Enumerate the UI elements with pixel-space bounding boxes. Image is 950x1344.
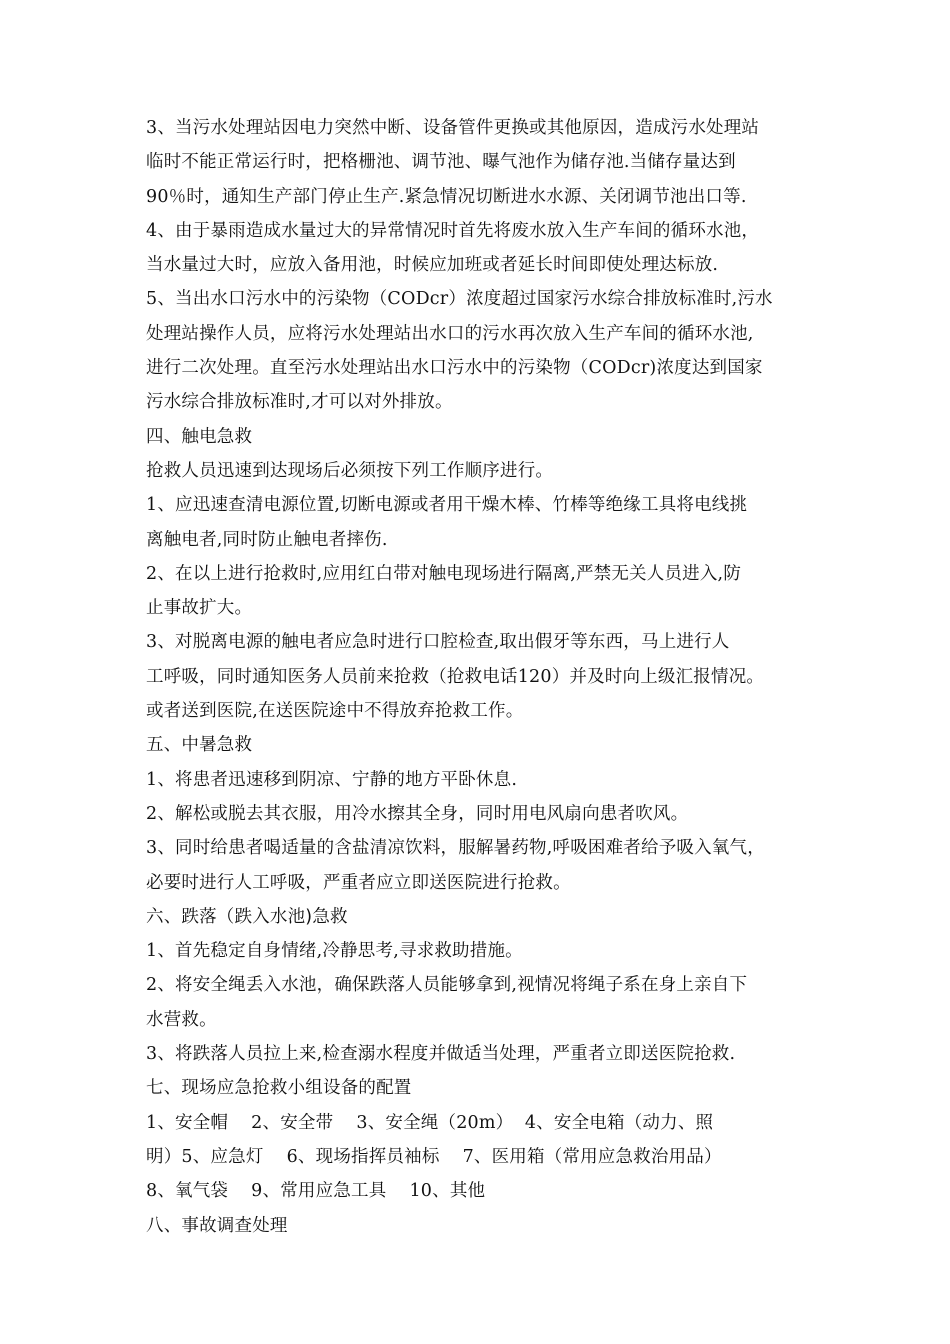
text-line: 处理站操作人员，应将污水处理站出水口的污水再次放入生产车间的循环水池, xyxy=(146,323,754,344)
text-line: 1、首先稳定自身情绪,冷静思考,寻求救助措施。 xyxy=(146,941,523,962)
text-line: 抢救人员迅速到达现场后必须按下列工作顺序进行。 xyxy=(146,460,554,481)
text-line: 2、在以上进行抢救时,应用红白带对触电现场进行隔离,严禁无关人员进入,防 xyxy=(146,563,742,584)
text-line: 离触电者,同时防止触电者摔伤. xyxy=(146,529,388,550)
text-line: 水营救。 xyxy=(146,1009,217,1030)
text-line: 3、对脱离电源的触电者应急时进行口腔检查,取出假牙等东西，马上进行人 xyxy=(146,632,730,653)
text-line: 止事故扩大。 xyxy=(146,598,253,619)
text-line: 2、将安全绳丢入水池，确保跌落人员能够拿到,视情况将绳子系在身上亲自下 xyxy=(146,975,748,996)
text-line: 工呼吸，同时通知医务人员前来抢救（抢救电话120）并及时向上级汇报情况。 xyxy=(146,666,765,687)
text-line: 当水量过大时，应放入备用池，时候应加班或者延长时间即使处理达标放. xyxy=(146,255,719,276)
text-line: 3、当污水处理站因电力突然中断、设备管件更换或其他原因，造成污水处理站 xyxy=(146,118,760,138)
text-line: 3、将跌落人员拉上来,检查溺水程度并做适当处理，严重者立即送医院抢救. xyxy=(146,1044,736,1065)
text-line: 5、当出水口污水中的污染物（CODcr）浓度超过国家污水综合排放标准时,污水 xyxy=(146,289,773,310)
text-line: 3、同时给患者喝适量的含盐清凉饮料，服解暑药物,呼吸困难者给予吸入氧气， xyxy=(146,838,765,859)
text-line: 1、应迅速查清电源位置,切断电源或者用干燥木棒、竹棒等绝缘工具将电线挑 xyxy=(146,495,748,516)
text-line: 1、将患者迅速移到阴凉、宁静的地方平卧休息. xyxy=(146,769,518,790)
text-line: 污水综合排放标准时,才可以对外排放。 xyxy=(146,392,453,413)
text-line: 必要时进行人工呼吸，严重者应立即送医院进行抢救。 xyxy=(146,872,571,893)
text-line: 进行二次处理。直至污水处理站出水口污水中的污染物（CODcr)浓度达到国家 xyxy=(146,358,763,379)
section-heading-electric-shock: 四、触电急救 xyxy=(146,426,253,447)
text-line: 90％时，通知生产部门停止生产.紧急情况切断进水水源、关闭调节池出口等. xyxy=(146,186,747,207)
equipment-list-line: 8、氧气袋 9、常用应急工具 10、其他 xyxy=(146,1181,486,1202)
text-line: 临时不能正常运行时，把格栅池、调节池、曝气池作为储存池.当储存量达到 xyxy=(146,152,736,173)
section-heading-investigation: 八、事故调查处理 xyxy=(146,1215,288,1236)
section-heading-heatstroke: 五、中暑急救 xyxy=(146,735,253,756)
document-body xyxy=(146,111,816,1243)
text-line: 或者送到医院,在送医院途中不得放弃抢救工作。 xyxy=(146,701,524,722)
equipment-list-line: 1、安全帽 2、安全带 3、安全绳（20m） 4、安全电箱（动力、照 xyxy=(146,1112,714,1133)
text-line: 4、由于暴雨造成水量过大的异常情况时首先将废水放入生产车间的循环水池， xyxy=(146,220,760,241)
text-line: 2、解松或脱去其衣服，用冷水擦其全身，同时用电风扇向患者吹风。 xyxy=(146,803,689,824)
section-heading-fall: 六、跌落（跌入水池)急救 xyxy=(146,906,348,927)
section-heading-equipment: 七、现场应急抢救小组设备的配置 xyxy=(146,1078,412,1099)
equipment-list-line: 明）5、应急灯 6、现场指挥员袖标 7、医用箱（常用应急救治用品） xyxy=(146,1146,722,1167)
